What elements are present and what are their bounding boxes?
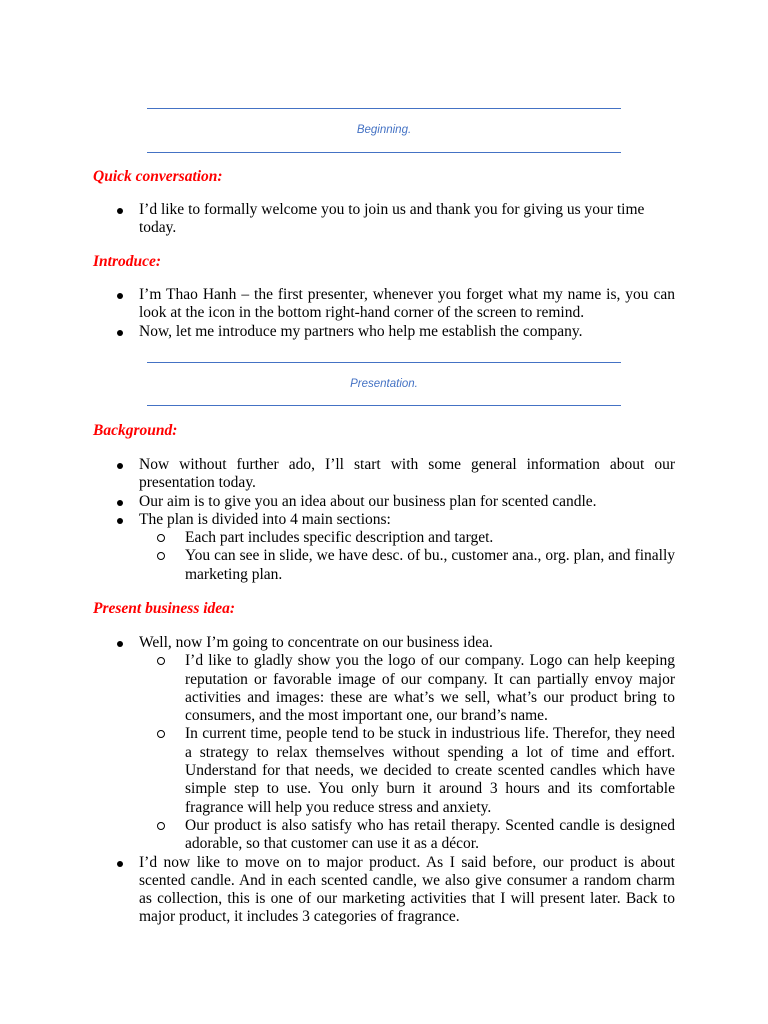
- sub-list-item: [0, 547, 768, 584]
- separator-bottom-line: [147, 152, 621, 153]
- circle-bullet-icon: [157, 552, 165, 560]
- beginning-separator: [147, 108, 621, 153]
- separator-label: Beginning.: [356, 124, 412, 136]
- list-item-text: I’d now like to move on to major product. As I said before, our product is about scented candle. And in each scented candle, we also give consumer a random charm as collection, this is one of our marketing activities that I will present later. Back to major product, it includes 3 categories of fragrance.: [139, 853, 675, 926]
- sub-list-item: [0, 817, 768, 854]
- sub-list-item-text: In current time, people tend to be stuck in industrious life. Therefor, they need a strategy to relax themselves without spending a lot of time and effort. Understand for that needs, we decided to create scented candles which have simple step to use. You only burn it around 3 hours and its comfortable fragrance will help you reduce stress and anxiety.: [185, 725, 675, 816]
- separator-label: Presentation.: [350, 378, 418, 390]
- list-item: [0, 634, 768, 652]
- circle-bullet-icon: [157, 534, 165, 542]
- bullet-icon: [117, 641, 123, 647]
- sub-list-item: [0, 725, 768, 816]
- bullet-icon: [117, 500, 123, 506]
- sub-list-item-text: Each part includes specific description and target.: [185, 529, 494, 547]
- list-item-text: I’m Thao Hanh – the first presenter, whenever you forget what my name is, you can look at the icon in the bottom right-hand corner of the screen to remind.: [139, 286, 675, 322]
- quick-conversation-heading: Quick conversation:: [93, 168, 223, 185]
- list-item-text: I’d like to formally welcome you to join us and thank you for giving us your time today.: [139, 201, 645, 237]
- bullet-icon: [117, 330, 123, 336]
- circle-bullet-icon: [157, 822, 165, 830]
- list-item-text: The plan is divided into 4 main sections:: [139, 510, 391, 528]
- business-idea-heading: Present business idea:: [93, 600, 236, 617]
- list-item: [0, 854, 768, 927]
- separator-bottom-line: [147, 405, 621, 406]
- bullet-icon: [117, 293, 123, 299]
- separator-top-line: [147, 108, 621, 109]
- list-item: [0, 493, 768, 511]
- bullet-icon: [117, 463, 123, 469]
- presentation-separator: [147, 362, 621, 406]
- list-item: [0, 511, 768, 529]
- separator-top-line: [147, 362, 621, 363]
- sub-list-item-text: I’d like to gladly show you the logo of our company. Logo can help keeping reputation or favorable image of our company. It can partially envoy major activities and images: these are what’s we sell, what’s our product bring to consumers, and the most important one, our brand’s name.: [185, 652, 675, 725]
- circle-bullet-icon: [157, 657, 165, 665]
- introduce-heading: Introduce:: [93, 253, 162, 270]
- bullet-icon: [117, 861, 123, 867]
- bullet-icon: [117, 208, 123, 214]
- list-item: [0, 323, 768, 341]
- business-idea-list: [0, 634, 768, 927]
- sub-list-item-text: Our product is also satisfy who has retail therapy. Scented candle is designed adorable, so that customer can use it as a décor.: [185, 816, 675, 853]
- list-item-text: Well, now I’m going to concentrate on our business idea.: [139, 634, 493, 651]
- background-heading: Background:: [93, 422, 178, 439]
- list-item-text: Our aim is to give you an idea about our business plan for scented candle.: [139, 492, 597, 510]
- list-item: [0, 286, 768, 323]
- list-item-text: Now without further ado, I’ll start with some general information about our presentation today.: [139, 456, 675, 492]
- sub-list-item: [0, 652, 768, 725]
- introduce-list: [0, 286, 768, 341]
- bullet-icon: [117, 518, 123, 524]
- circle-bullet-icon: [157, 730, 165, 738]
- sub-list-item-text: You can see in slide, we have desc. of bu., customer ana., org. plan, and finally marketing plan.: [185, 547, 675, 583]
- background-list: [0, 456, 768, 584]
- list-item-text: Now, let me introduce my partners who help me establish the company.: [139, 322, 583, 340]
- list-item: [0, 201, 768, 238]
- sub-list-item: [0, 529, 768, 547]
- quick-conversation-list: [0, 201, 768, 238]
- list-item: [0, 456, 768, 493]
